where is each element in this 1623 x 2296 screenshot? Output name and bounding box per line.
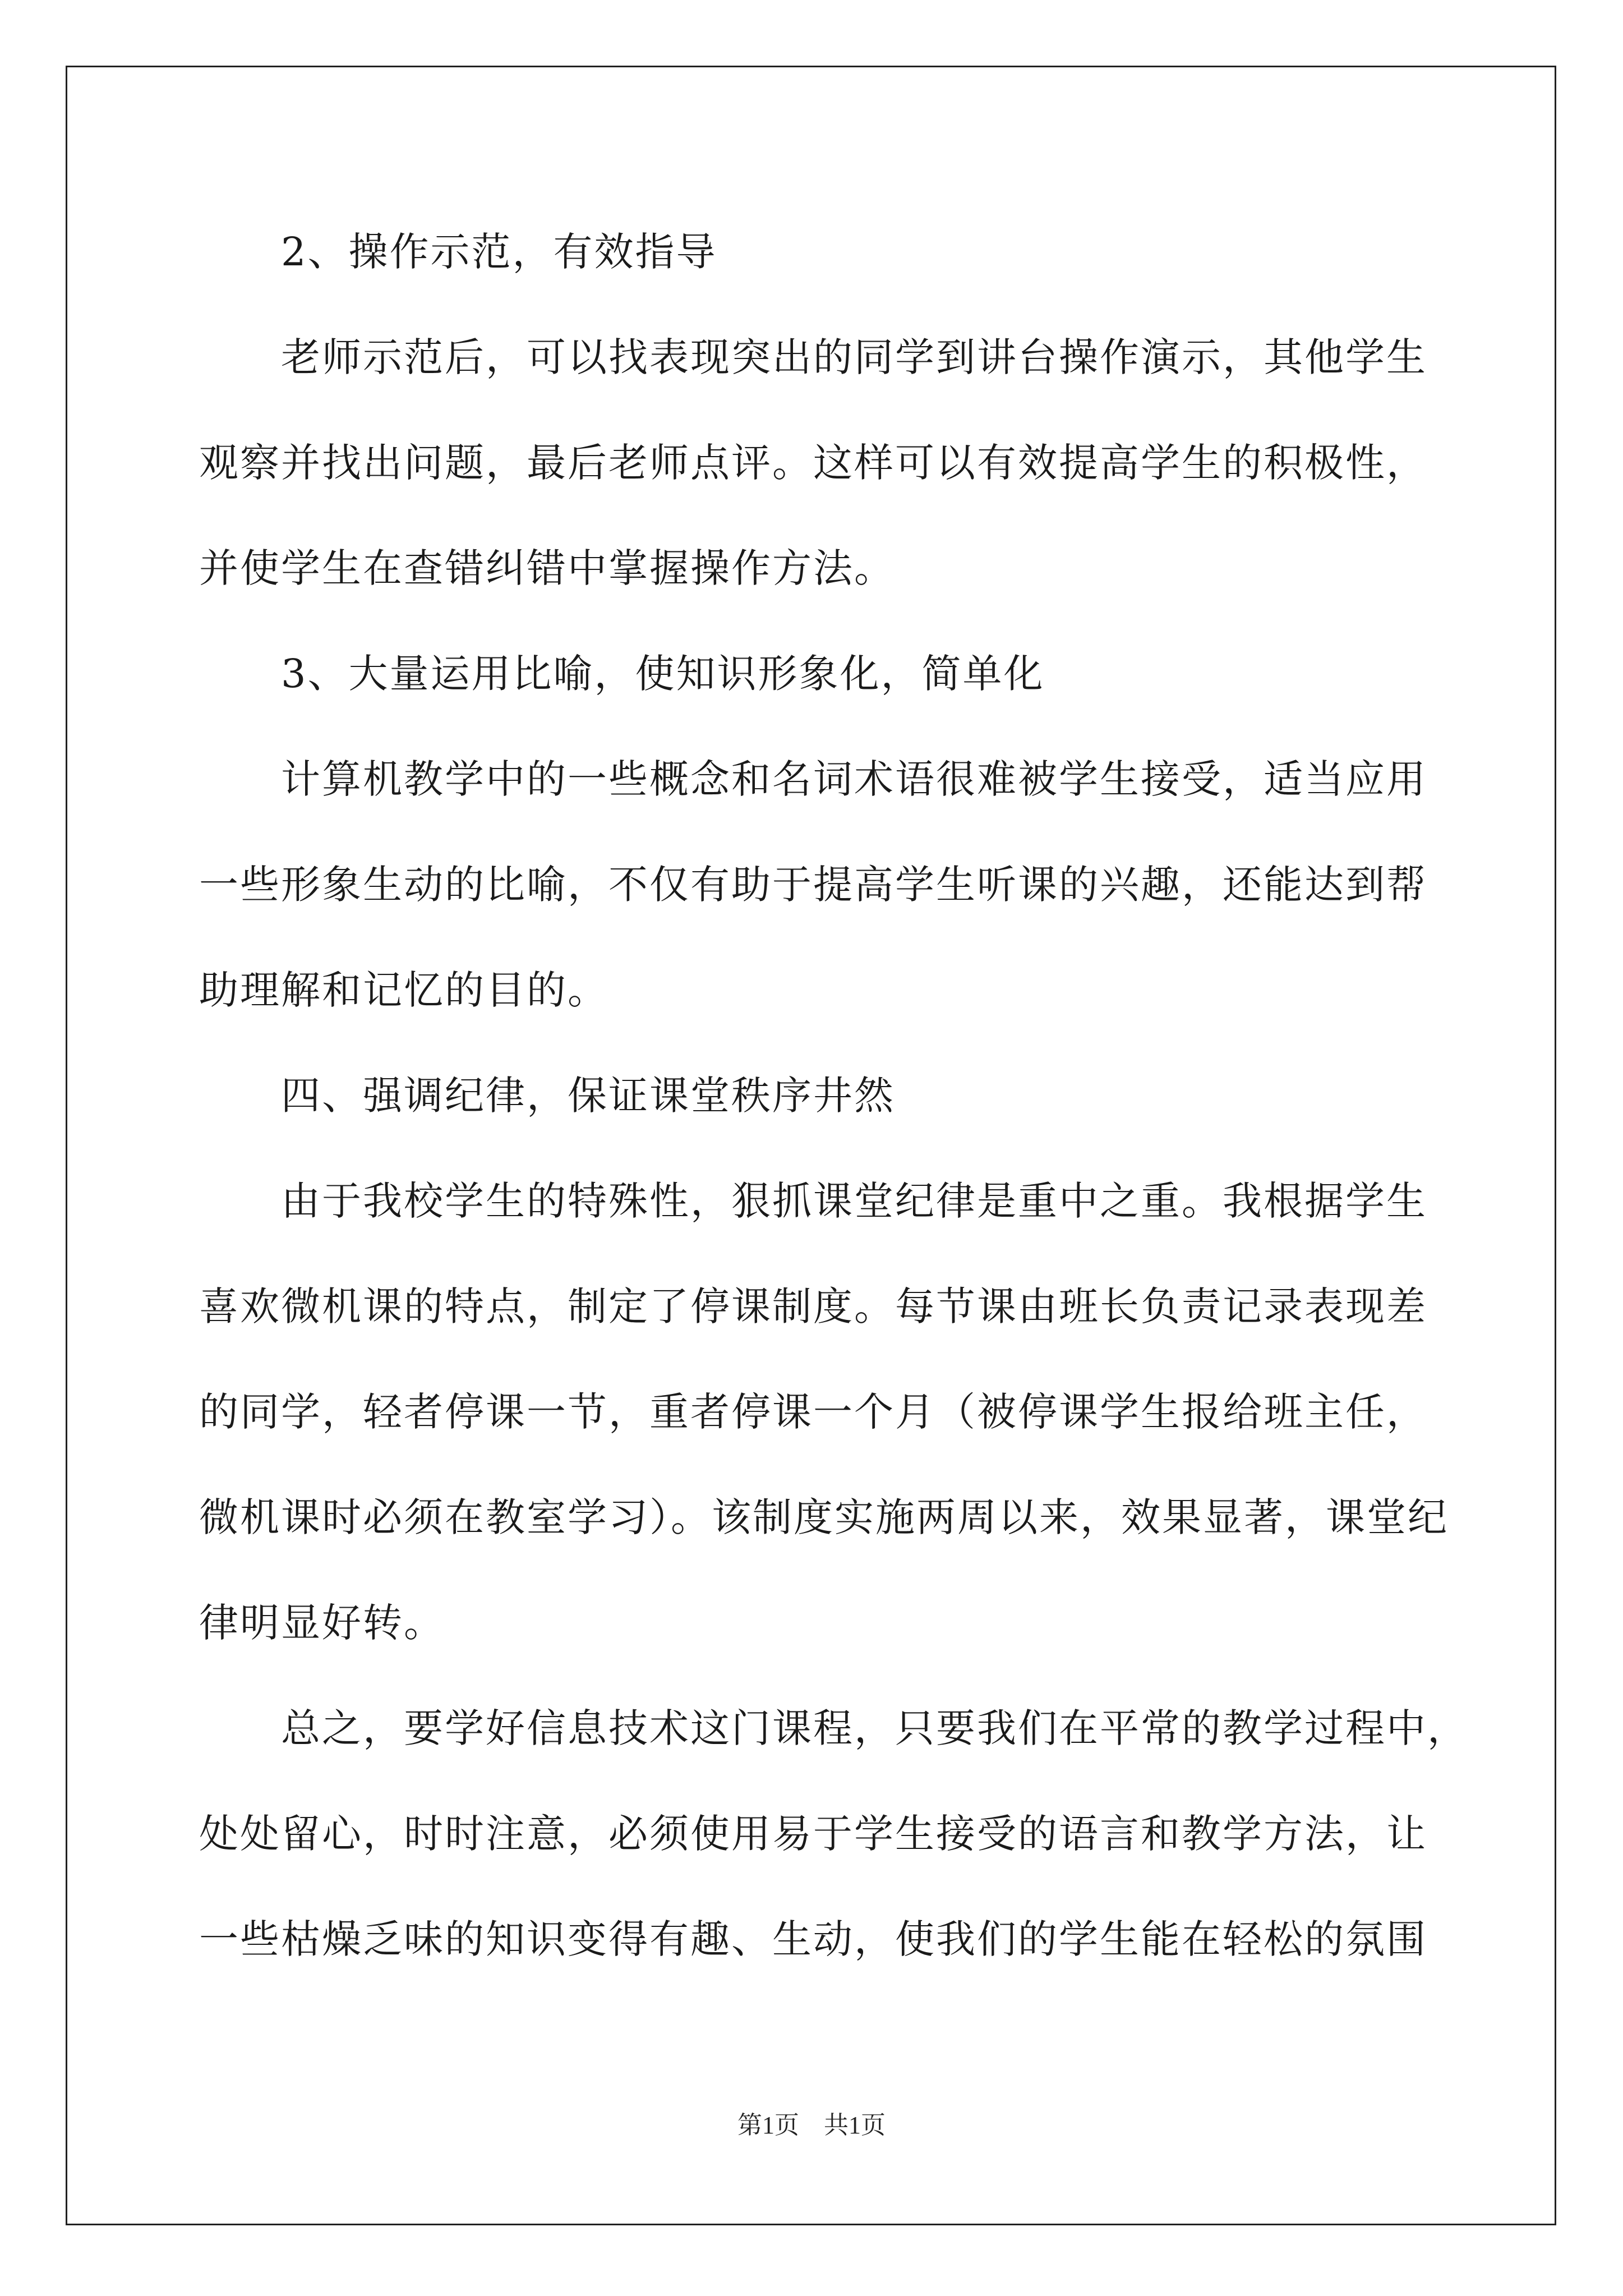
page-number-footer: 第1页 共1页 [737,2111,886,2139]
paragraph-line: 由于我校学生的特殊性，狠抓课堂纪律是重中之重。我根据学生 [281,1178,1427,1224]
paragraph-line: 并使学生在查错纠错中掌握操作方法。 [199,545,895,591]
paragraph-line: 处处留心，时时注意，必须使用易于学生接受的语言和教学方法，让 [199,1811,1427,1857]
paragraph-line: 观察并找出问题，最后老师点评。这样可以有效提高学生的积极性， [199,440,1427,486]
paragraph-line: 律明显好转。 [199,1600,445,1646]
paragraph-line: 微机课时必须在教室学习）。该制度实施两周以来，效果显著，课堂纪 [199,1494,1449,1540]
paragraph-line: 助理解和记忆的目的。 [199,967,608,1013]
paragraph-line: 喜欢微机课的特点，制定了停课制度。每节课由班长负责记录表现差 [199,1283,1427,1329]
paragraph-line: 一些枯燥乏味的知识变得有趣、生动，使我们的学生能在轻松的氛围 [199,1916,1427,1962]
paragraph-line: 的同学，轻者停课一节，重者停课一个月（被停课学生报给班主任， [199,1389,1427,1435]
section-heading: 四、强调纪律，保证课堂秩序井然 [281,1073,895,1119]
document-body [199,199,1468,1992]
section-heading: 3、大量运用比喻，使知识形象化，简单化 [281,651,1045,697]
paragraph-line: 总之，要学好信息技术这门课程，只要我们在平常的教学过程中， [281,1705,1468,1751]
paragraph-line: 计算机教学中的一些概念和名词术语很难被学生接受，适当应用 [281,756,1427,802]
paragraph-line: 老师示范后，可以找表现突出的同学到讲台操作演示，其他学生 [281,334,1427,380]
section-heading: 2、操作示范，有效指导 [281,229,717,275]
paragraph-line: 一些形象生动的比喻，不仅有助于提高学生听课的兴趣，还能达到帮 [199,862,1427,908]
